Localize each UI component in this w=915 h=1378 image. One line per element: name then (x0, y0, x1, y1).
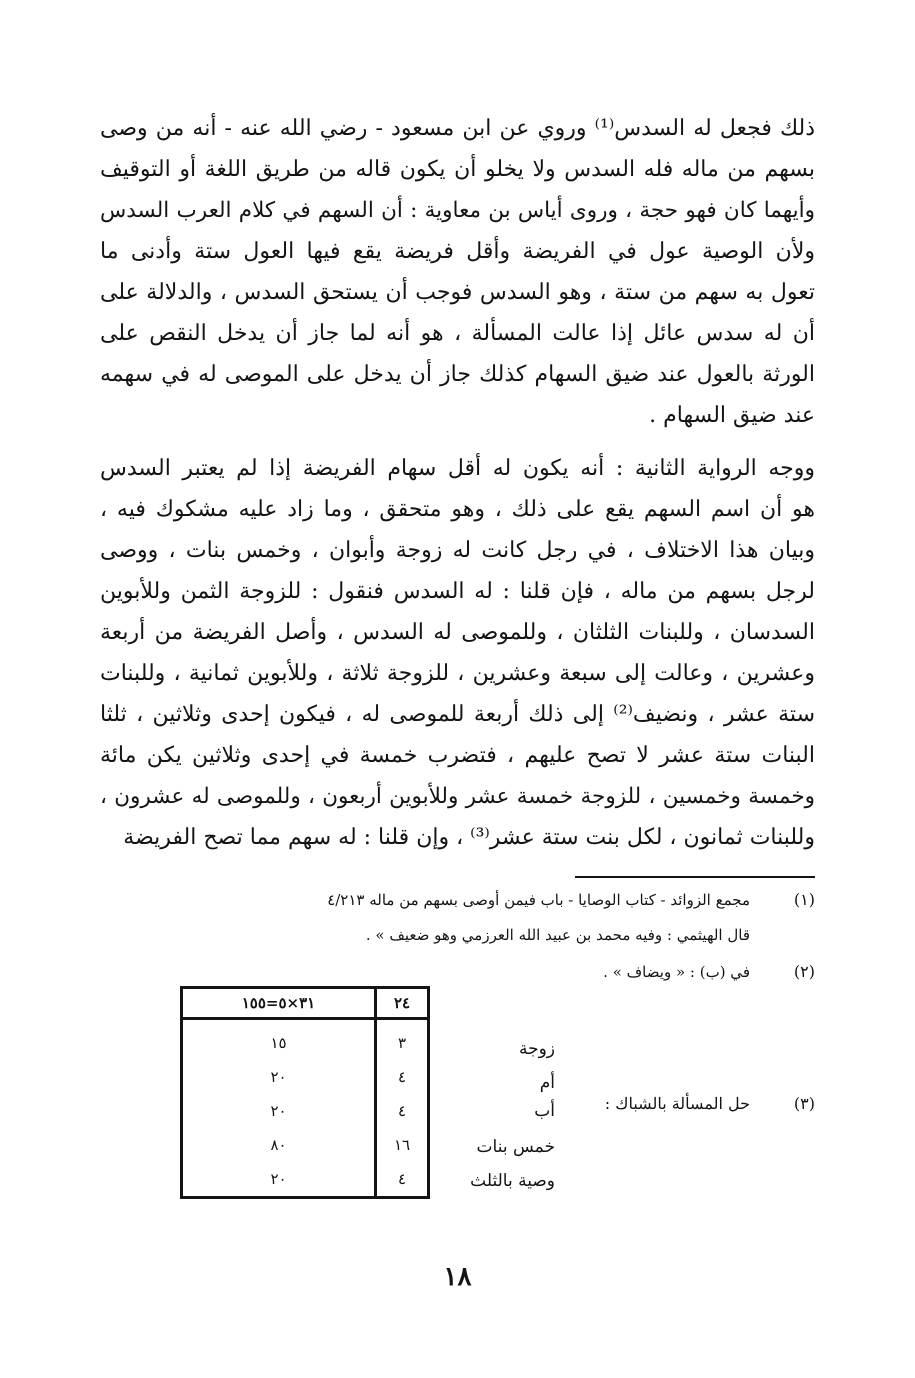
footnote-1-number: (١) (793, 890, 815, 909)
body-line: ذلك فجعل له السدس⁽¹⁾ وروي عن ابن مسعود - رضي الله عنه - أنه من وصى (100, 116, 815, 141)
body-line: أن له سدس عائل إذا عالت المسألة ، هو أنه لما جاز أن يدخل النقص على (100, 321, 816, 346)
body-line: وللبنات ثمانون ، لكل بنت ستة عشر⁽³⁾ ، وإن قلنا : له سهم مما تصح الفريضة (123, 825, 815, 850)
grid-total-cell: ٢٠ (270, 1170, 287, 1188)
heir-label: خمس بنات (476, 1137, 555, 1157)
grid-share-cell: ١٦ (393, 1136, 411, 1154)
grid-share-cell: ٤ (397, 1170, 407, 1188)
heir-label: أب (534, 1101, 555, 1121)
grid-body-row (182, 1019, 429, 1198)
footnote-2-number: (٢) (793, 962, 815, 981)
body-line: البنات ستة عشر لا تصح عليهم ، فتضرب خمسة في إحدى وثلاثين يكن مائة (100, 743, 815, 768)
grid-header-row (182, 988, 429, 1019)
grid-total-cell: ٢٠ (270, 1102, 287, 1120)
body-line: تعول به سهم من ستة ، وهو السدس فوجب أن يستحق السدس ، والدلالة على (100, 280, 815, 305)
footnote-1-text: مجمع الزوائد - كتاب الوصايا - باب فيمن أوصى بسهم من ماله ٤/٢١٣ (327, 891, 750, 909)
footnote-2-text: في (ب) : « ويضاف » . (603, 963, 750, 981)
body-line: هو أن اسم السهم يقع على ذلك ، وهو متحقق ، وما زاد عليه مشكوك فيه ، (100, 497, 815, 522)
grid-shares-column (376, 1019, 429, 1198)
grid-total-cell: ١٥ (270, 1034, 287, 1052)
heir-label: وصية بالثلث (470, 1171, 555, 1191)
footnote-3-text: حل المسألة بالشباك : (604, 1094, 750, 1113)
body-line: ووجه الرواية الثانية : أنه يكون له أقل سهام الفريضة إذا لم يعتبر السدس (100, 456, 815, 481)
body-line: وعشرين ، وعالت إلى سبعة وعشرين ، للزوجة ثلاثة ، وللأبوين ثمانية ، وللبنات (100, 661, 815, 686)
grid-total-cell: ٨٠ (270, 1136, 287, 1154)
body-line: عند ضيق السهام . (649, 403, 815, 428)
grid-header-total-text: ٣١×٥=١٥٥ (241, 994, 316, 1012)
heir-label: أم (539, 1073, 555, 1093)
grid-totals-column (182, 1019, 376, 1198)
body-line: ولأن الوصية عول في الفريضة وأقل فريضة يقع فيها العول ستة وأدنى ما (100, 239, 815, 264)
body-line: الورثة بالعول عند ضيق السهام كذلك جاز أن يدخل على الموصى له في سهمه (100, 362, 815, 387)
grid-share-cell: ٤ (397, 1102, 407, 1120)
footnote-3-number: (٣) (793, 1094, 815, 1113)
body-line: السدسان ، وللبنات الثلثان ، وللموصى له السدس ، وأصل الفريضة من أربعة (100, 620, 815, 645)
body-line: وخمسة وخمسين ، للزوجة خمسة عشر وللأبوين أربعون ، وللموصى له عشرون ، (100, 784, 815, 809)
grid-total-cell: ٢٠ (270, 1068, 287, 1086)
body-line: بسهم من ماله فله السدس ولا يخلو أن يكون قاله من طريق اللغة أو التوقيف (100, 157, 815, 182)
body-line: ستة عشر ، ونضيف⁽²⁾ إلى ذلك أربعة للموصى له ، فيكون إحدى وثلاثين ، ثلثا (100, 702, 815, 727)
body-line: لرجل بسهم من ماله ، فإن قلنا : له السدس فنقول : للزوجة الثمن وللأبوين (100, 579, 815, 604)
heir-label: زوجة (518, 1039, 555, 1059)
footnote-1-continuation: قال الهيثمي : وفيه محمد بن عبيد الله العرزمي وهو ضعيف » . (365, 926, 750, 944)
grid-share-cell: ٣ (397, 1034, 407, 1052)
page-number: ١٨ (443, 1262, 472, 1292)
grid-header-base: ٢٤ (376, 988, 429, 1019)
footnote-rule (575, 876, 815, 878)
grid-share-cell: ٤ (397, 1068, 407, 1086)
body-line: وأيهما كان فهو حجة ، وروى أياس بن معاوية : أن السهم في كلام العرب السدس (100, 198, 815, 223)
inheritance-grid (180, 986, 430, 1199)
body-line: وبيان هذا الاختلاف ، في رجل كانت له زوجة وأبوان ، وخمس بنات ، ووصى (100, 538, 815, 563)
grid-header-total (182, 988, 376, 1019)
